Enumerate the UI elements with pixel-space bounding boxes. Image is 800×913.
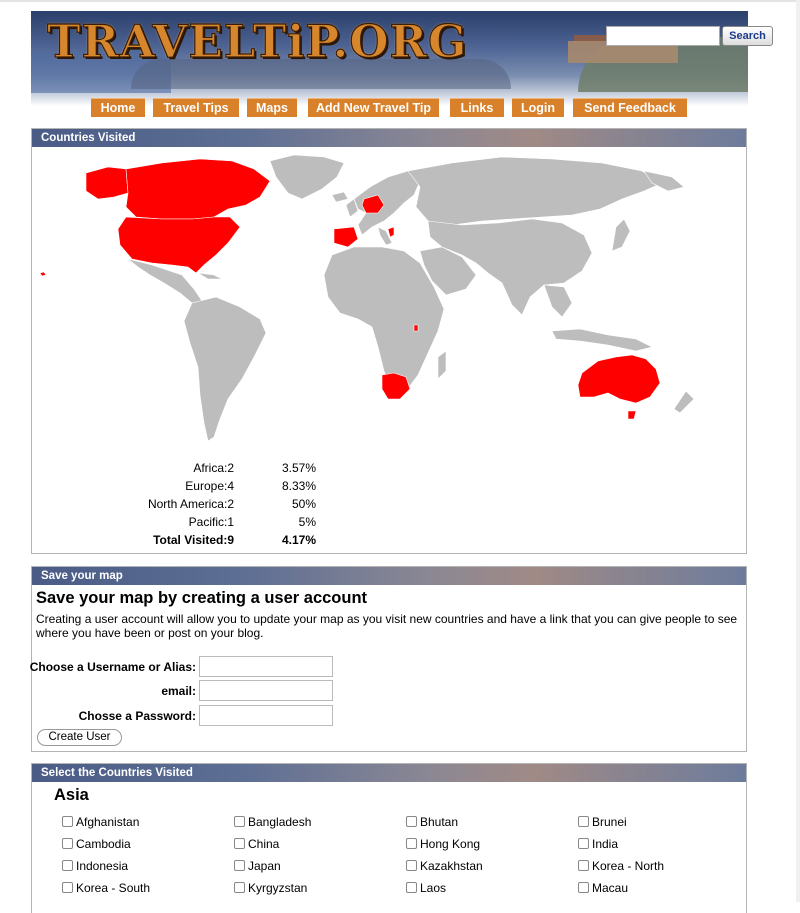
username-field[interactable]: [199, 656, 333, 677]
select-countries-header: Select the Countries Visited: [32, 764, 746, 782]
map-visited-spain: [334, 227, 358, 247]
country-checkbox-item[interactable]: [62, 836, 131, 852]
country-label: Bangladesh: [248, 815, 312, 829]
nav-home[interactable]: Home: [91, 98, 145, 117]
country-label: Hong Kong: [420, 837, 481, 851]
country-label: Indonesia: [76, 859, 129, 873]
country-checkbox[interactable]: [578, 882, 589, 893]
country-checkbox-item[interactable]: [406, 836, 480, 852]
save-map-panel: [31, 566, 747, 752]
countries-visited-header: Countries Visited: [32, 129, 746, 147]
search-button[interactable]: Search: [722, 26, 773, 46]
country-label: Bhutan: [420, 815, 459, 829]
map-visited-south-africa: [382, 373, 410, 399]
country-label: Afghanistan: [76, 815, 140, 829]
country-checkbox[interactable]: [578, 860, 589, 871]
nav-add-travel-tip[interactable]: Add New Travel Tip: [308, 98, 439, 117]
map-visited-tasmania: [628, 411, 636, 419]
country-label: Korea - South: [76, 881, 151, 895]
map-visited-australia: [578, 355, 660, 403]
world-map[interactable]: [32, 147, 748, 457]
nav-maps[interactable]: Maps: [247, 98, 297, 117]
country-checkbox[interactable]: [578, 816, 589, 827]
country-checkbox[interactable]: [62, 860, 73, 871]
stat-pct: 50%: [291, 497, 316, 511]
site-logo[interactable]: TRAVELTiP.ORG: [47, 15, 468, 68]
nav-login[interactable]: Login: [512, 98, 564, 117]
search-input[interactable]: [606, 26, 720, 46]
stat-total-pct: 4.17%: [281, 533, 316, 547]
country-checkbox[interactable]: [234, 882, 245, 893]
stat-total-label: Total Visited:9: [153, 533, 234, 547]
country-checkbox-item[interactable]: [234, 814, 311, 830]
site-header: [31, 11, 766, 115]
map-land-se-asia: [544, 285, 572, 317]
password-field[interactable]: [199, 705, 333, 726]
region-title: Asia: [54, 786, 89, 804]
stat-pct: 8.33%: [281, 479, 316, 493]
save-map-header: Save your map: [32, 567, 746, 585]
stat-pct: 5%: [298, 515, 316, 529]
country-label: Cambodia: [76, 837, 131, 851]
email-label: email:: [161, 684, 196, 698]
country-label: China: [248, 837, 280, 851]
country-checkbox[interactable]: [62, 816, 73, 827]
country-checkbox[interactable]: [234, 860, 245, 871]
map-land-greenland: [270, 155, 344, 199]
map-land-indonesia: [552, 329, 652, 351]
nav-travel-tips[interactable]: Travel Tips: [153, 98, 239, 117]
map-land-madagascar: [438, 351, 446, 379]
stat-total-row: [32, 531, 748, 549]
country-checkbox-item[interactable]: [62, 858, 128, 874]
select-countries-panel: [31, 763, 747, 913]
username-row: [29, 656, 748, 678]
email-field[interactable]: [199, 680, 333, 701]
stat-row: [32, 495, 748, 513]
country-checkbox[interactable]: [406, 838, 417, 849]
country-checkbox-item[interactable]: [406, 880, 446, 896]
email-row: [32, 680, 748, 702]
country-checkbox-item[interactable]: [234, 858, 281, 874]
password-row: [32, 705, 748, 727]
stat-label: Europe:4: [185, 479, 234, 493]
map-land-new-zealand: [674, 391, 694, 413]
stat-pct: 3.57%: [281, 461, 316, 475]
countries-visited-panel: [31, 128, 747, 554]
country-label: Laos: [420, 881, 447, 895]
country-checkbox[interactable]: [62, 838, 73, 849]
scroll-edge: [796, 0, 800, 902]
country-checkbox-item[interactable]: [234, 880, 307, 896]
country-checkbox-item[interactable]: [578, 814, 627, 830]
country-checkbox[interactable]: [406, 816, 417, 827]
country-label: Korea - North: [592, 859, 665, 873]
save-map-description: Creating a user account will allow you to update your map as you visit new countries and have a link that you can give people to see where you have been or post on your blog.: [36, 612, 738, 640]
country-label: India: [592, 837, 619, 851]
nav-send-feedback[interactable]: Send Feedback: [573, 98, 687, 117]
map-visited-canada: [126, 159, 270, 219]
map-visited-croatia: [388, 227, 394, 237]
password-label: Chosse a Password:: [78, 709, 196, 723]
map-visited-alaska: [86, 167, 128, 199]
country-checkbox-item[interactable]: [406, 814, 458, 830]
country-label: Kazakhstan: [420, 859, 483, 873]
stat-label: North America:2: [147, 497, 234, 511]
country-checkbox-item[interactable]: [62, 814, 139, 830]
nav-links[interactable]: Links: [450, 98, 504, 117]
top-border: [0, 0, 800, 2]
map-land-iceland: [332, 192, 348, 202]
country-label: Japan: [248, 859, 281, 873]
map-land-asia-north: [408, 157, 662, 225]
stat-row: [32, 459, 748, 477]
stat-row: [32, 513, 748, 531]
country-checkbox-item[interactable]: [578, 880, 628, 896]
map-visited-hawaii: [40, 272, 46, 276]
stat-row: [32, 477, 748, 495]
create-user-button[interactable]: Create User: [37, 729, 122, 746]
country-checkbox[interactable]: [62, 882, 73, 893]
map-land-japan: [612, 219, 630, 251]
country-checkbox[interactable]: [406, 860, 417, 871]
country-checkbox-item[interactable]: [234, 836, 279, 852]
stat-label: Africa:2: [193, 461, 234, 475]
country-checkbox[interactable]: [234, 838, 245, 849]
country-label: Kyrgyzstan: [248, 881, 308, 895]
country-label: Macau: [592, 881, 629, 895]
username-label: Choose a Username or Alias:: [29, 660, 196, 674]
country-checkbox-item[interactable]: [578, 858, 664, 874]
country-checkbox[interactable]: [406, 882, 417, 893]
map-visited-uganda: [414, 325, 418, 331]
country-checkbox[interactable]: [234, 816, 245, 827]
country-checkbox-item[interactable]: [406, 858, 483, 874]
map-land-caribbean: [198, 273, 222, 279]
stat-label: Pacific:1: [188, 515, 234, 529]
country-checkbox-item[interactable]: [578, 836, 618, 852]
map-land-south-america: [184, 297, 266, 441]
country-checkbox[interactable]: [578, 838, 589, 849]
country-checkbox-item[interactable]: [62, 880, 150, 896]
country-label: Brunei: [592, 815, 627, 829]
save-map-title: Save your map by creating a user account: [36, 589, 368, 607]
